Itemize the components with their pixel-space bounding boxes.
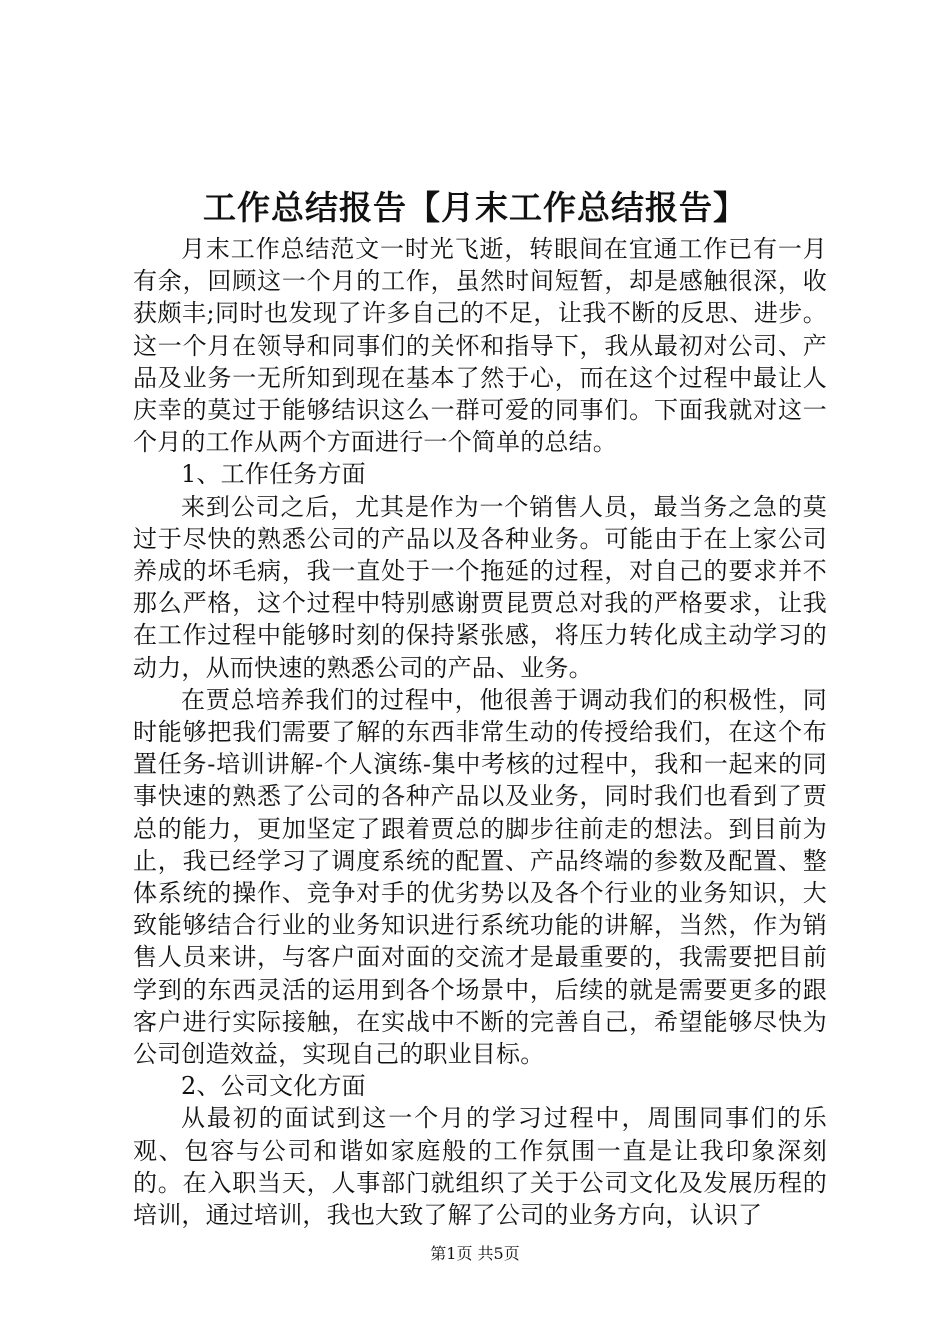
paragraph-work-tasks-1: 来到公司之后，尤其是作为一个销售人员，最当务之急的莫过于尽快的熟悉公司的产品以及各种业务。可能由于在上家公司养成的坏毛病，我一直处于一个拖延的过程，对自己的要求并不那么严格，这个过程中特别感谢贾昆贾总对我的严格要求，让我在工作过程中能够时刻的保持紧张感，将压力转化成主动学习的动力，从而快速的熟悉公司的产品、业务。 xyxy=(133,492,827,682)
document-title: 工作总结报告【月末工作总结报告】 xyxy=(203,188,747,227)
paragraph-company-culture: 从最初的面试到这一个月的学习过程中，周围同事们的乐观、包容与公司和谐如家庭般的工作氛围一直是让我印象深刻的。在入职当天，人事部门就组织了关于公司文化及发展历程的培训，通过培训，我也大致了解了公司的业务方向，认识了 xyxy=(133,1104,827,1230)
document-body xyxy=(133,233,827,1231)
section-heading-company-culture: 2、公司文化方面 xyxy=(181,1072,366,1101)
paragraph-intro: 月末工作总结范文一时光飞逝，转眼间在宜通工作已有一月有余，回顾这一个月的工作，虽然时间短暂，却是感触很深，收获颇丰;同时也发现了许多自己的不足，让我不断的反思、进步。这一个月在领导和同事们的关怀和指导下，我从最初对公司、产品及业务一无所知到现在基本了然于心，而在这个过程中最让人庆幸的莫过于能够结识这么一群可爱的同事们。下面我就对这一个月的工作从两个方面进行一个简单的总结。 xyxy=(133,235,827,457)
page-number-footer: 第1页 共5页 xyxy=(430,1244,520,1263)
section-heading-work-tasks: 1、工作任务方面 xyxy=(181,460,366,489)
paragraph-work-tasks-2: 在贾总培养我们的过程中，他很善于调动我们的积极性，同时能够把我们需要了解的东西非常生动的传授给我们，在这个布置任务-培训讲解-个人演练-集中考核的过程中，我和一起来的同事快速的熟悉了公司的各种产品以及业务，同时我们也看到了贾总的能力，更加坚定了跟着贾总的脚步往前走的想法。到目前为止，我已经学习了调度系统的配置、产品终端的参数及配置、整体系统的操作、竞争对手的优劣势以及各个行业的业务知识，大致能够结合行业的业务知识进行系统功能的讲解，当然，作为销售人员来讲，与客户面对面的交流才是最重要的，我需要把目前学到的东西灵活的运用到各个场景中，后续的就是需要更多的跟客户进行实际接触，在实战中不断的完善自己，希望能够尽快为公司创造效益，实现自己的职业目标。 xyxy=(133,685,827,1069)
